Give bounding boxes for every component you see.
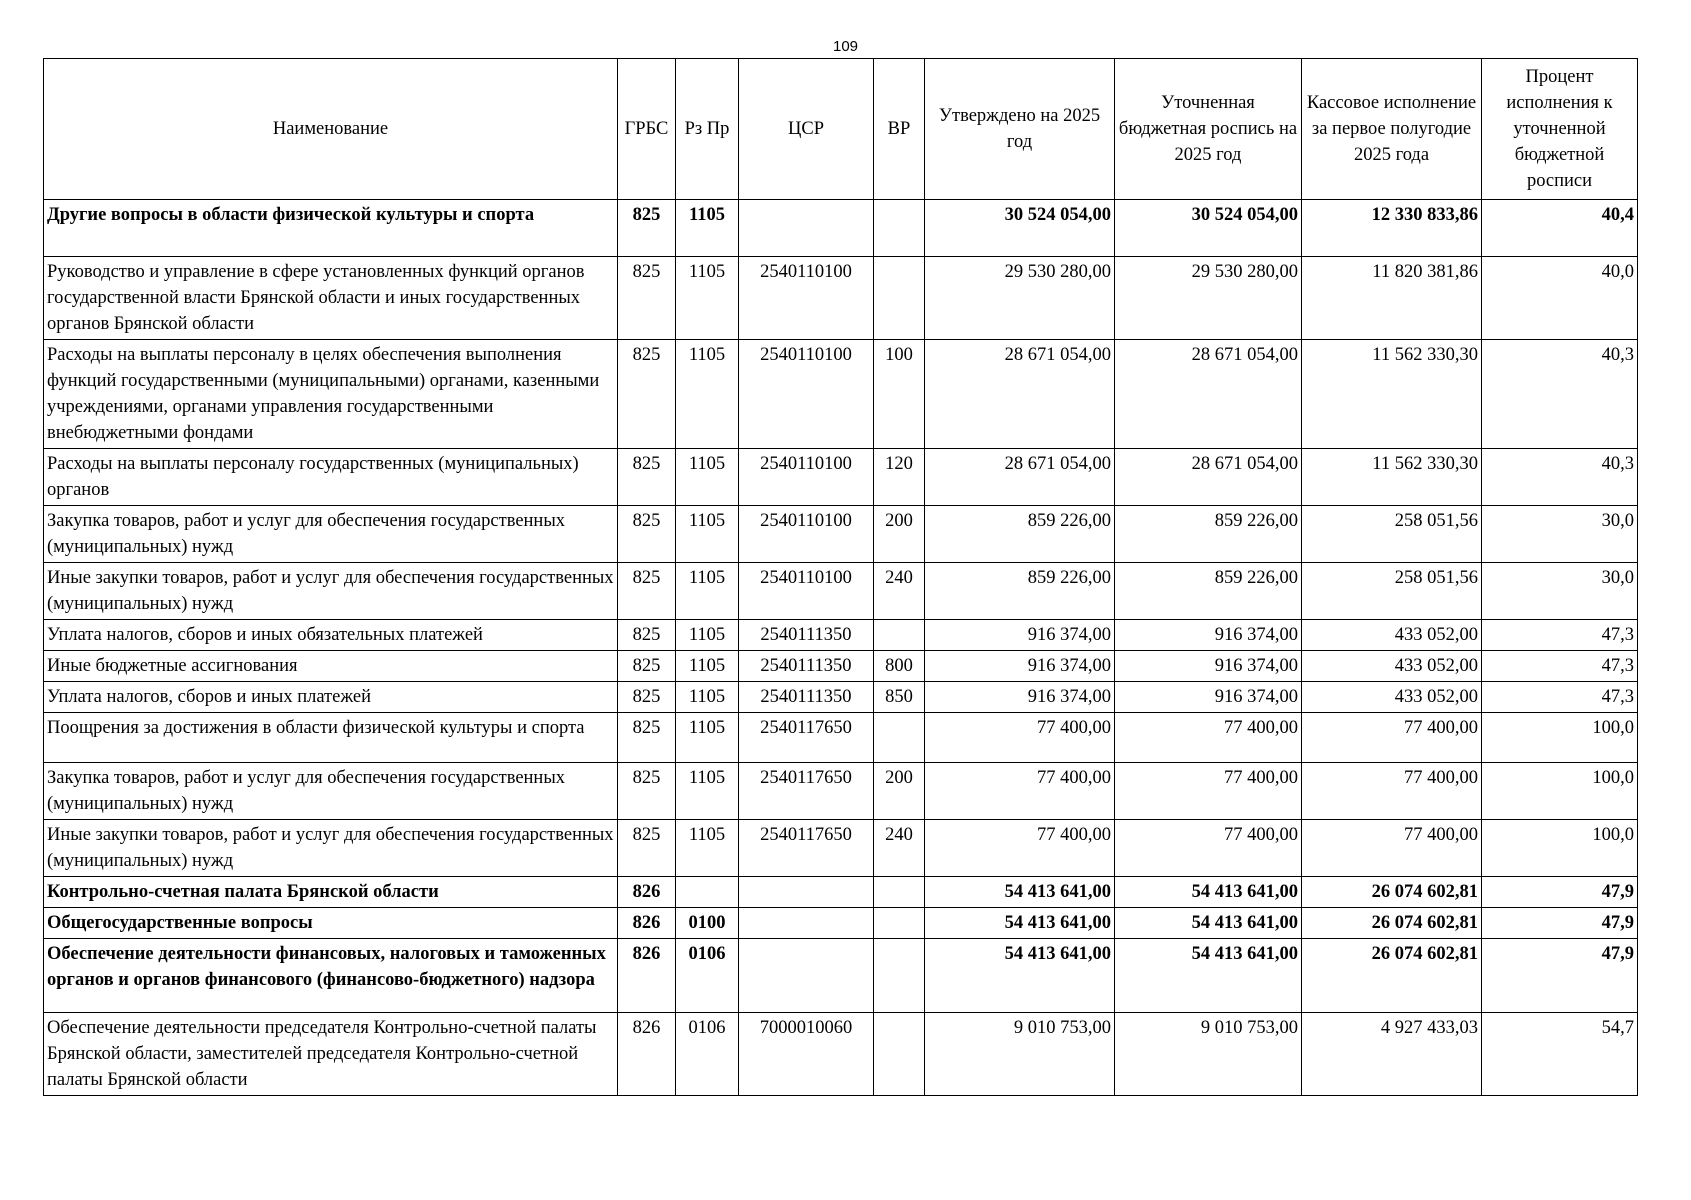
cell-csr: 2540111350	[739, 620, 874, 651]
table-row	[44, 908, 1638, 939]
cell-refined: 916 374,00	[1115, 682, 1302, 713]
cell-vr	[874, 620, 925, 651]
cell-percent: 47,3	[1482, 620, 1638, 651]
cell-rzpr: 0106	[676, 939, 739, 1013]
cell-vr: 850	[874, 682, 925, 713]
cell-csr: 2540111350	[739, 682, 874, 713]
cell-rzpr: 1105	[676, 449, 739, 506]
cell-vr: 800	[874, 651, 925, 682]
cell-rzpr: 1105	[676, 257, 739, 340]
cell-grbs: 825	[618, 763, 676, 820]
cell-name: Общегосударственные вопросы	[44, 908, 618, 939]
cell-approved: 30 524 054,00	[925, 200, 1115, 257]
page-number: 109	[832, 38, 859, 55]
cell-approved: 859 226,00	[925, 563, 1115, 620]
cell-csr: 2540110100	[739, 449, 874, 506]
table-row	[44, 257, 1638, 340]
cell-cash: 77 400,00	[1302, 763, 1482, 820]
cell-rzpr: 1105	[676, 563, 739, 620]
cell-approved: 54 413 641,00	[925, 908, 1115, 939]
cell-vr	[874, 877, 925, 908]
cell-percent: 100,0	[1482, 820, 1638, 877]
cell-percent: 47,9	[1482, 877, 1638, 908]
cell-name: Иные закупки товаров, работ и услуг для обеспечения государственных (муниципальных) нужд	[44, 820, 618, 877]
cell-cash: 26 074 602,81	[1302, 908, 1482, 939]
table-row	[44, 563, 1638, 620]
table-row	[44, 1013, 1638, 1096]
cell-approved: 77 400,00	[925, 763, 1115, 820]
table-body	[44, 200, 1638, 1096]
cell-approved: 28 671 054,00	[925, 449, 1115, 506]
table-row	[44, 506, 1638, 563]
cell-percent: 40,4	[1482, 200, 1638, 257]
cell-vr	[874, 939, 925, 1013]
budget-execution-table	[43, 58, 1638, 1096]
header-percent: Процент исполнения к уточненной бюджетной росписи	[1482, 59, 1638, 200]
table-row	[44, 651, 1638, 682]
cell-name: Закупка товаров, работ и услуг для обеспечения государственных (муниципальных) нужд	[44, 763, 618, 820]
cell-csr: 2540117650	[739, 713, 874, 763]
header-refined: Уточненная бюджетная роспись на 2025 год	[1115, 59, 1302, 200]
cell-grbs: 826	[618, 1013, 676, 1096]
cell-grbs: 825	[618, 506, 676, 563]
cell-rzpr: 1105	[676, 200, 739, 257]
table-header	[44, 59, 1638, 200]
cell-csr: 2540110100	[739, 563, 874, 620]
cell-grbs: 825	[618, 563, 676, 620]
cell-name: Расходы на выплаты персоналу государственных (муниципальных) органов	[44, 449, 618, 506]
cell-csr: 2540117650	[739, 763, 874, 820]
cell-grbs: 826	[618, 908, 676, 939]
cell-rzpr: 1105	[676, 340, 739, 449]
cell-vr: 100	[874, 340, 925, 449]
cell-vr	[874, 257, 925, 340]
cell-name: Иные бюджетные ассигнования	[44, 651, 618, 682]
cell-percent: 47,3	[1482, 651, 1638, 682]
cell-refined: 30 524 054,00	[1115, 200, 1302, 257]
cell-csr	[739, 908, 874, 939]
cell-csr: 2540111350	[739, 651, 874, 682]
cell-name: Руководство и управление в сфере установленных функций органов государственной власти Брянской области и иных государственных органов Брянской области	[44, 257, 618, 340]
table-row	[44, 939, 1638, 1013]
cell-name: Расходы на выплаты персоналу в целях обеспечения выполнения функций государственными (муниципальными) органами, казенными учреждениями, органами управления государственными внебюджетными фондами	[44, 340, 618, 449]
cell-grbs: 825	[618, 200, 676, 257]
cell-name: Закупка товаров, работ и услуг для обеспечения государственных (муниципальных) нужд	[44, 506, 618, 563]
cell-percent: 40,3	[1482, 340, 1638, 449]
cell-refined: 9 010 753,00	[1115, 1013, 1302, 1096]
cell-refined: 54 413 641,00	[1115, 939, 1302, 1013]
cell-cash: 11 562 330,30	[1302, 449, 1482, 506]
cell-rzpr: 1105	[676, 713, 739, 763]
cell-cash: 11 820 381,86	[1302, 257, 1482, 340]
cell-name: Контрольно-счетная палата Брянской области	[44, 877, 618, 908]
cell-refined: 916 374,00	[1115, 651, 1302, 682]
cell-grbs: 825	[618, 820, 676, 877]
cell-percent: 47,3	[1482, 682, 1638, 713]
cell-rzpr: 1105	[676, 820, 739, 877]
cell-csr	[739, 939, 874, 1013]
cell-cash: 4 927 433,03	[1302, 1013, 1482, 1096]
cell-refined: 29 530 280,00	[1115, 257, 1302, 340]
cell-name: Обеспечение деятельности председателя Контрольно-счетной палаты Брянской области, заместителей председателя Контрольно-счетной палаты Брянской области	[44, 1013, 618, 1096]
cell-name: Уплата налогов, сборов и иных платежей	[44, 682, 618, 713]
cell-refined: 859 226,00	[1115, 506, 1302, 563]
cell-csr: 2540117650	[739, 820, 874, 877]
header-grbs: ГРБС	[618, 59, 676, 200]
cell-approved: 29 530 280,00	[925, 257, 1115, 340]
cell-csr	[739, 200, 874, 257]
table-row	[44, 682, 1638, 713]
cell-grbs: 825	[618, 257, 676, 340]
cell-csr: 7000010060	[739, 1013, 874, 1096]
cell-rzpr	[676, 877, 739, 908]
cell-cash: 11 562 330,30	[1302, 340, 1482, 449]
cell-name: Обеспечение деятельности финансовых, налоговых и таможенных органов и органов финансового (финансово-бюджетного) надзора	[44, 939, 618, 1013]
cell-grbs: 825	[618, 340, 676, 449]
cell-name: Иные закупки товаров, работ и услуг для обеспечения государственных (муниципальных) нужд	[44, 563, 618, 620]
table-row	[44, 340, 1638, 449]
cell-approved: 54 413 641,00	[925, 939, 1115, 1013]
table-row	[44, 820, 1638, 877]
cell-approved: 916 374,00	[925, 651, 1115, 682]
cell-refined: 54 413 641,00	[1115, 908, 1302, 939]
table-row	[44, 713, 1638, 763]
cell-refined: 54 413 641,00	[1115, 877, 1302, 908]
cell-rzpr: 0106	[676, 1013, 739, 1096]
header-approved: Утверждено на 2025 год	[925, 59, 1115, 200]
cell-percent: 47,9	[1482, 939, 1638, 1013]
cell-vr	[874, 713, 925, 763]
cell-percent: 54,7	[1482, 1013, 1638, 1096]
cell-rzpr: 1105	[676, 651, 739, 682]
cell-cash: 77 400,00	[1302, 713, 1482, 763]
cell-vr	[874, 200, 925, 257]
cell-refined: 77 400,00	[1115, 820, 1302, 877]
cell-cash: 12 330 833,86	[1302, 200, 1482, 257]
cell-cash: 258 051,56	[1302, 506, 1482, 563]
cell-vr: 200	[874, 506, 925, 563]
cell-rzpr: 1105	[676, 682, 739, 713]
cell-cash: 77 400,00	[1302, 820, 1482, 877]
cell-percent: 100,0	[1482, 713, 1638, 763]
cell-vr	[874, 908, 925, 939]
cell-rzpr: 1105	[676, 620, 739, 651]
cell-cash: 26 074 602,81	[1302, 939, 1482, 1013]
cell-cash: 433 052,00	[1302, 620, 1482, 651]
cell-percent: 30,0	[1482, 506, 1638, 563]
cell-rzpr: 1105	[676, 506, 739, 563]
cell-rzpr: 0100	[676, 908, 739, 939]
table-row	[44, 449, 1638, 506]
table-row	[44, 200, 1638, 257]
header-name: Наименование	[44, 59, 618, 200]
cell-refined: 28 671 054,00	[1115, 340, 1302, 449]
cell-approved: 9 010 753,00	[925, 1013, 1115, 1096]
cell-cash: 258 051,56	[1302, 563, 1482, 620]
cell-percent: 40,3	[1482, 449, 1638, 506]
cell-cash: 433 052,00	[1302, 651, 1482, 682]
cell-grbs: 825	[618, 682, 676, 713]
table-row	[44, 877, 1638, 908]
cell-approved: 77 400,00	[925, 820, 1115, 877]
cell-grbs: 825	[618, 620, 676, 651]
cell-csr: 2540110100	[739, 257, 874, 340]
header-cash: Кассовое исполнение за первое полугодие 2025 года	[1302, 59, 1482, 200]
cell-percent: 100,0	[1482, 763, 1638, 820]
cell-refined: 859 226,00	[1115, 563, 1302, 620]
cell-refined: 28 671 054,00	[1115, 449, 1302, 506]
cell-cash: 26 074 602,81	[1302, 877, 1482, 908]
cell-vr: 200	[874, 763, 925, 820]
cell-grbs: 825	[618, 651, 676, 682]
cell-approved: 916 374,00	[925, 682, 1115, 713]
cell-rzpr: 1105	[676, 763, 739, 820]
cell-percent: 47,9	[1482, 908, 1638, 939]
cell-approved: 916 374,00	[925, 620, 1115, 651]
cell-csr: 2540110100	[739, 340, 874, 449]
cell-vr	[874, 1013, 925, 1096]
cell-grbs: 825	[618, 713, 676, 763]
cell-approved: 859 226,00	[925, 506, 1115, 563]
cell-grbs: 826	[618, 939, 676, 1013]
header-rzpr: Рз Пр	[676, 59, 739, 200]
cell-refined: 77 400,00	[1115, 713, 1302, 763]
cell-grbs: 825	[618, 449, 676, 506]
cell-csr	[739, 877, 874, 908]
header-csr: ЦСР	[739, 59, 874, 200]
cell-name: Другие вопросы в области физической культуры и спорта	[44, 200, 618, 257]
cell-percent: 40,0	[1482, 257, 1638, 340]
cell-vr: 120	[874, 449, 925, 506]
cell-approved: 28 671 054,00	[925, 340, 1115, 449]
cell-approved: 54 413 641,00	[925, 877, 1115, 908]
cell-percent: 30,0	[1482, 563, 1638, 620]
header-vr: ВР	[874, 59, 925, 200]
cell-vr: 240	[874, 563, 925, 620]
cell-name: Поощрения за достижения в области физической культуры и спорта	[44, 713, 618, 763]
cell-grbs: 826	[618, 877, 676, 908]
table-row	[44, 763, 1638, 820]
cell-refined: 916 374,00	[1115, 620, 1302, 651]
cell-approved: 77 400,00	[925, 713, 1115, 763]
cell-refined: 77 400,00	[1115, 763, 1302, 820]
cell-name: Уплата налогов, сборов и иных обязательных платежей	[44, 620, 618, 651]
cell-cash: 433 052,00	[1302, 682, 1482, 713]
cell-csr: 2540110100	[739, 506, 874, 563]
cell-vr: 240	[874, 820, 925, 877]
table-row	[44, 620, 1638, 651]
